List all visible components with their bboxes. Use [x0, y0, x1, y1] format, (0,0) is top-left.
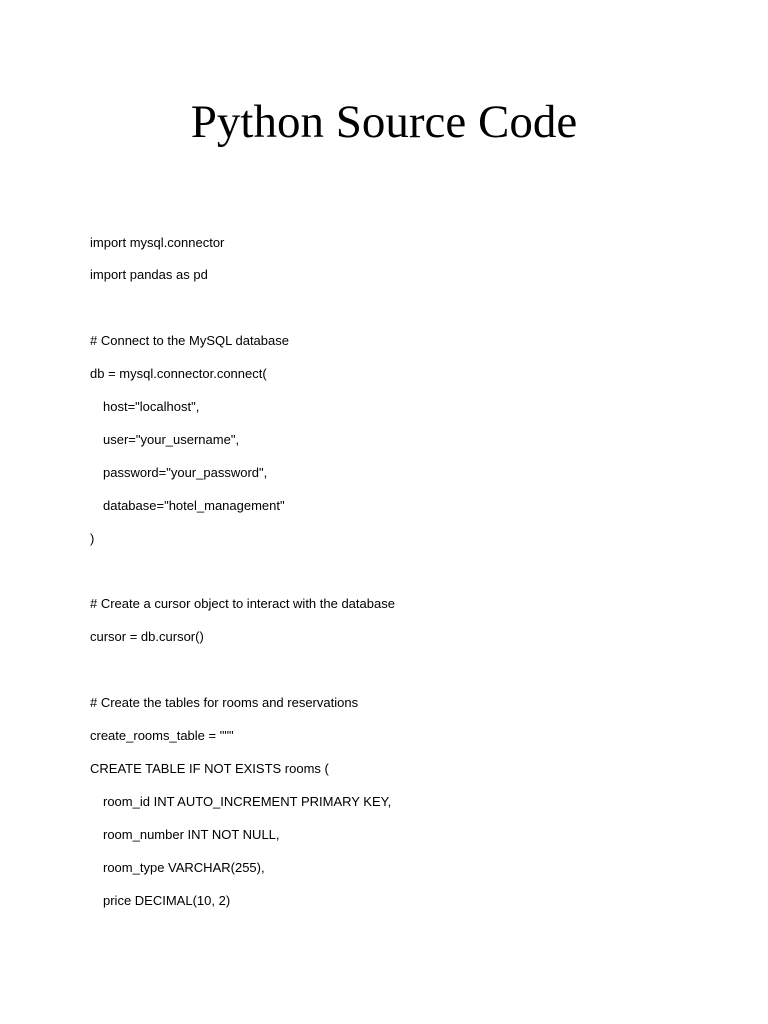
code-line: database="hotel_management" — [103, 498, 285, 513]
code-block — [90, 0, 730, 1024]
code-line: host="localhost", — [103, 399, 200, 414]
code-line: create_rooms_table = """ — [90, 728, 234, 743]
code-line: price DECIMAL(10, 2) — [103, 893, 231, 908]
code-line: user="your_username", — [103, 432, 240, 447]
code-line: import pandas as pd — [90, 267, 208, 282]
code-line: import mysql.connector — [90, 235, 225, 250]
code-comment: # Connect to the MySQL database — [90, 333, 289, 348]
code-line: cursor = db.cursor() — [90, 629, 204, 644]
code-line: db = mysql.connector.connect( — [90, 366, 267, 381]
code-line: password="your_password", — [103, 465, 268, 480]
code-line: CREATE TABLE IF NOT EXISTS rooms ( — [90, 761, 329, 776]
code-comment: # Create the tables for rooms and reservations — [90, 695, 359, 710]
code-line: room_id INT AUTO_INCREMENT PRIMARY KEY, — [103, 794, 392, 809]
code-comment: # Create a cursor object to interact with the database — [90, 596, 395, 611]
code-line: ) — [90, 531, 95, 546]
page-title: Python Source Code — [190, 96, 578, 148]
code-line: room_number INT NOT NULL, — [103, 827, 280, 842]
code-line: room_type VARCHAR(255), — [103, 860, 265, 875]
